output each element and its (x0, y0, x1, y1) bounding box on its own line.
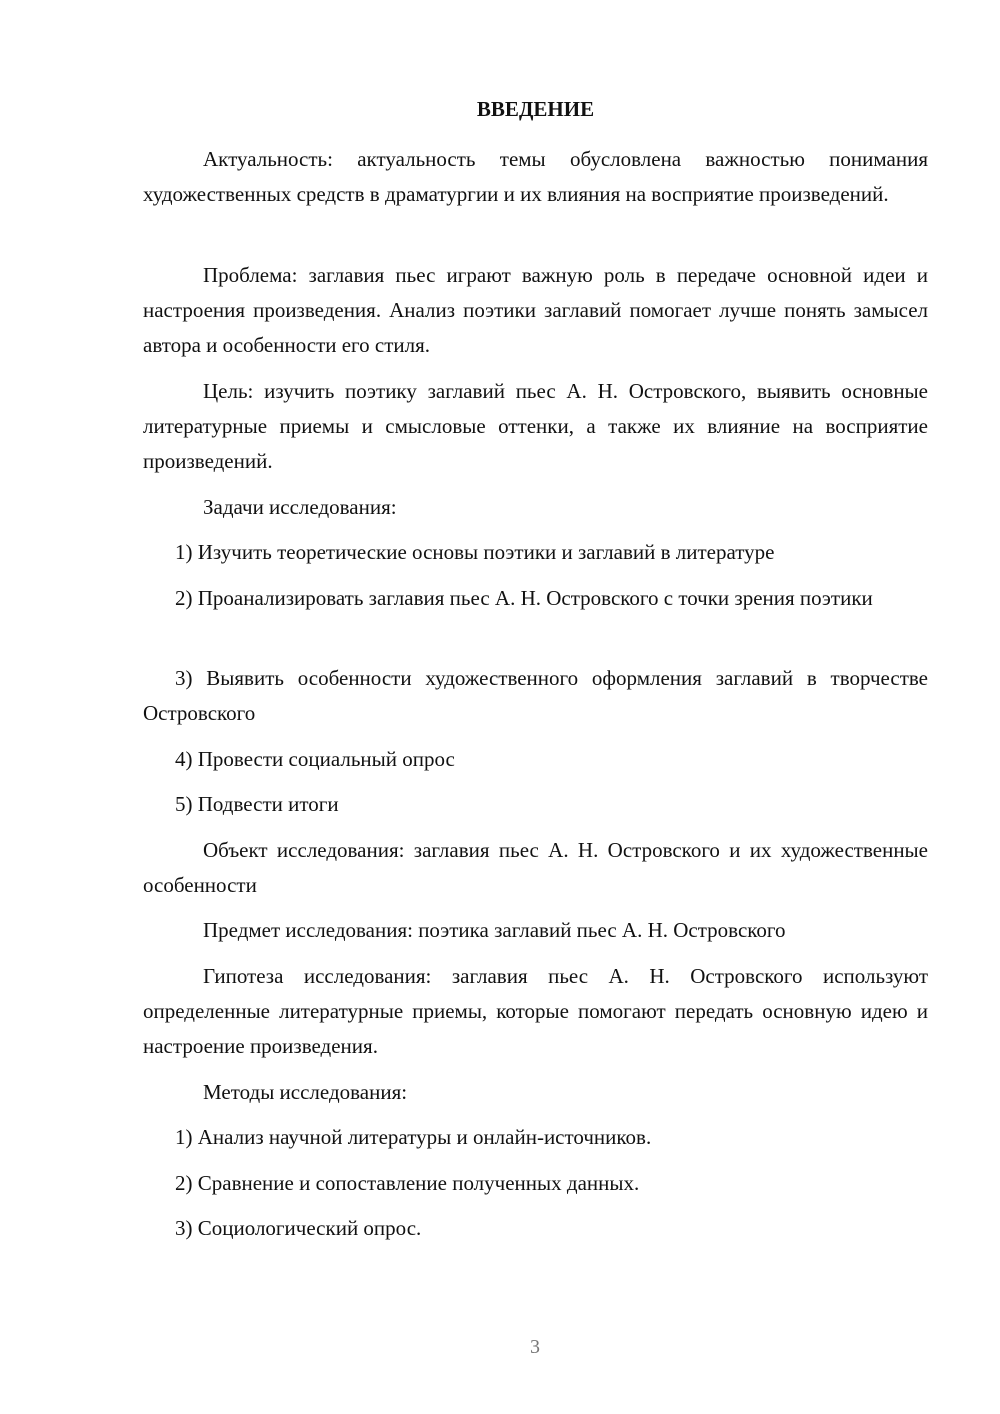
method-item-3: 3) Социологический опрос. (175, 1216, 422, 1240)
goal-paragraph: Цель: изучить поэтику заглавий пьес А. Н. Островского, выявить основные литературные приемы и смысловые оттенки, а также их влияние на восприятие произведений. (143, 379, 928, 473)
task-item-3: 3) Выявить особенности художественного оформления заглавий в творчестве Островского (143, 666, 928, 725)
object-paragraph: Объект исследования: заглавия пьес А. Н. Островского и их художественные особенности (143, 838, 928, 897)
methods-heading: Методы исследования: (203, 1080, 408, 1104)
method-item-2: 2) Сравнение и сопоставление полученных данных. (175, 1171, 640, 1195)
section-heading: ВВЕДЕНИЕ (476, 97, 595, 121)
task-item-5: 5) Подвести итоги (175, 792, 339, 816)
page-number: 3 (530, 1336, 540, 1358)
method-item-1: 1) Анализ научной литературы и онлайн-источников. (175, 1125, 652, 1149)
task-item-2: 2) Проанализировать заглавия пьес А. Н. Островского с точки зрения поэтики (175, 586, 873, 610)
tasks-heading: Задачи исследования: (203, 495, 397, 519)
subject-paragraph: Предмет исследования: поэтика заглавий пьес А. Н. Островского (203, 918, 786, 942)
relevance-paragraph: Актуальность: актуальность темы обусловлена важностью понимания художественных средств в драматургии и их влияния на восприятие произведений. (143, 147, 928, 206)
problem-paragraph: Проблема: заглавия пьес играют важную роль в передаче основной идеи и настроения произведения. Анализ поэтики заглавий помогает лучше понять замысел автора и особенности его стиля. (143, 263, 928, 357)
task-item-4: 4) Провести социальный опрос (175, 747, 455, 771)
task-item-1: 1) Изучить теоретические основы поэтики и заглавий в литературе (175, 540, 775, 564)
hypothesis-paragraph: Гипотеза исследования: заглавия пьес А. Н. Островского используют определенные литературные приемы, которые помогают передать основную идею и настроение произведения. (143, 964, 928, 1058)
